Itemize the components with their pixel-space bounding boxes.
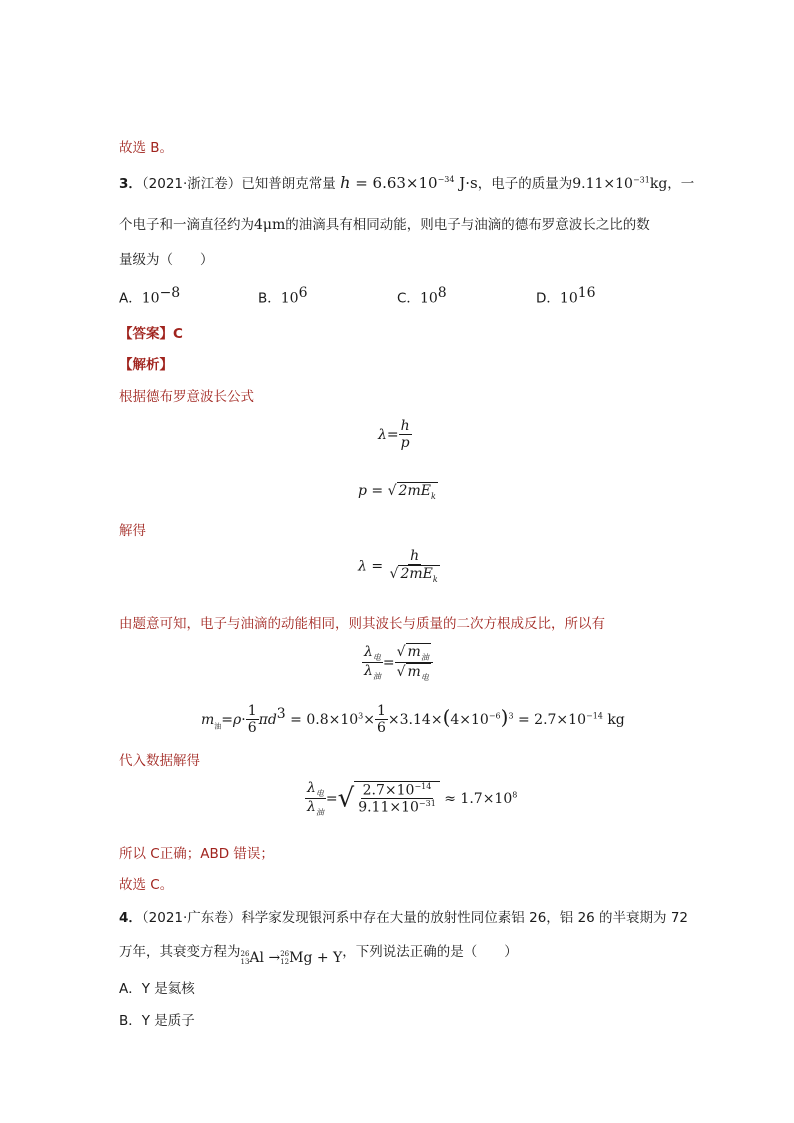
option-exp: −8: [159, 285, 181, 301]
q3-line2-b: 的油滴具有相同动能，则电子与油滴的德布罗意波长之比的数: [285, 217, 650, 233]
eq-oil-mass: $m_油=\rho\cdot$ $\frac{1}{6}$ $\pi d^3 = 0.8\times 10^3\times$ $\frac{1}{6}$ $\times 3.14\times(4\times 10^{-6})^3 = 2.7\times 10^{-14}$ kg: [201, 703, 625, 737]
q3-stem-line3: 量级为（ ）: [119, 252, 214, 268]
q3-conclusion: 故选 C。: [119, 877, 174, 893]
q3-h-equals: = $6.63\times 10^{-34}$ J·s: [350, 174, 478, 192]
q4-line2-a: 万年，其衰变方程为: [119, 944, 241, 960]
option-exp: 6: [298, 285, 308, 301]
option-label: D．: [536, 290, 560, 307]
option-label: A．: [119, 290, 142, 307]
option-base: 10: [419, 290, 438, 307]
q4-stem-line1: [119, 906, 688, 926]
q3-line2-a: 个电子和一滴直径约为: [119, 217, 254, 233]
q4-decay-equation: 26 13 Al → 26 12 Mg + Y: [240, 950, 343, 966]
q3-number: 3．: [119, 176, 142, 192]
text-reason: 由题意可知，电子与油滴的动能相同，则其波长与质量的二次方根成反比，所以有: [119, 616, 605, 632]
option-label: C．: [397, 290, 420, 307]
option-label: B．: [119, 1013, 142, 1029]
q3-diameter: 4μm: [254, 217, 286, 233]
option-exp: 8: [437, 285, 447, 301]
answer-row: [119, 322, 183, 342]
q3-stem-line2: [119, 213, 650, 233]
q4-stem-line2: [119, 940, 518, 966]
eq-lambda-h-over-p: λ= $\frac{h}{p}$: [378, 418, 410, 452]
q3-electron-mass: $9.11\times 10^{-31}kg$: [572, 175, 668, 192]
previous-conclusion: 故选 B。: [119, 140, 174, 156]
q3-option-b: [258, 285, 308, 307]
q4-option-b: [119, 1009, 195, 1029]
text-result: 所以 C正确；ABD 错误；: [119, 846, 274, 862]
option-base: 10: [559, 290, 578, 307]
option-exp: 16: [577, 285, 596, 301]
option-label: B．: [258, 290, 281, 307]
q3-stem-a: 已知普朗克常量: [241, 176, 336, 192]
answer-value: C: [173, 326, 183, 342]
eq-ratio-value: $\frac{\lambda_电}{\lambda_油}$ =√ $\frac{2.7\times 10^{-14}}{9.11\times 10^{-31}}$ ≈ $1.7\times 10^8$: [307, 780, 518, 817]
option-base: 10: [280, 290, 299, 307]
analysis-label: 【解析】: [119, 357, 173, 373]
q3-stem-line1: [119, 172, 694, 192]
option-text: Y 是质子: [141, 1013, 195, 1029]
q3-option-a: [119, 285, 180, 307]
option-text: Y 是氦核: [141, 981, 195, 997]
q3-stem-b: ，电子的质量为: [477, 176, 573, 192]
text-formula: 根据德布罗意波长公式: [119, 389, 254, 405]
q4-option-a: [119, 977, 195, 997]
eq-momentum: p = √ $2mE_k$: [358, 483, 436, 501]
eq-lambda-result: λ = $\frac{h}{√ 2mE_k}$: [358, 548, 438, 584]
text-solve: 解得: [119, 523, 146, 539]
q3-option-d: [536, 285, 596, 307]
q3-h-constant: h: [340, 173, 351, 192]
text-substitute: 代入数据解得: [119, 753, 200, 769]
answer-label: 【答案】: [119, 326, 173, 342]
option-label: A．: [119, 981, 142, 997]
q4-number: 4．: [119, 910, 142, 926]
q4-source: （2021·广东卷）: [141, 910, 242, 926]
q3-source: （2021·浙江卷）: [141, 176, 242, 192]
q4-line2-b: ，下列说法正确的是（ ）: [342, 944, 518, 960]
option-base: 10: [141, 290, 160, 307]
q3-option-c: [397, 285, 447, 307]
q4-stem-a: 科学家发现银河系中存在大量的放射性同位素铝 26，铝 26 的半衰期为 72: [241, 910, 689, 926]
eq-ratio-relation: $\frac{\lambda_电}{\lambda_油}$ = $\frac{√ m_油}{√ m_电}$: [362, 643, 433, 682]
q3-stem-c: ，一: [667, 176, 695, 192]
